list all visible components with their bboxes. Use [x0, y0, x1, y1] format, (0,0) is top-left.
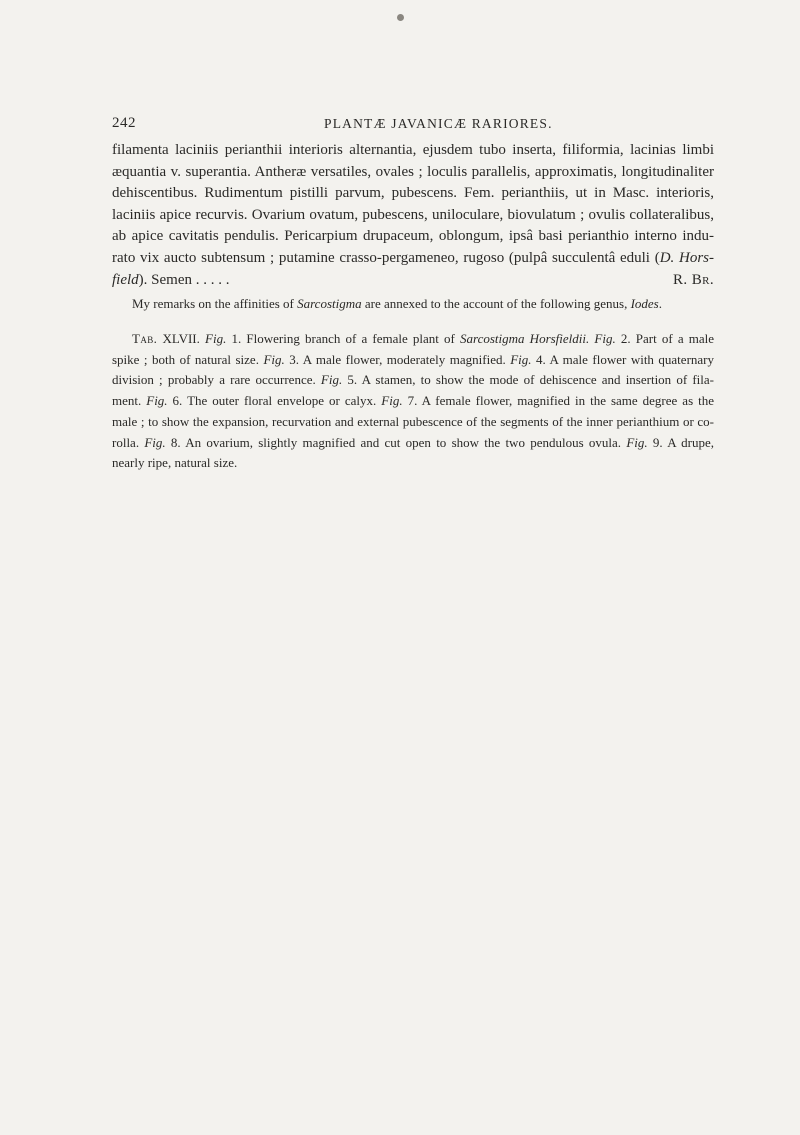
- text-line-last: field). Semen . . . . . R. Br.: [112, 270, 714, 292]
- plate-line: division ; probably a rare occurrence. Fig. 5. A stamen, to show the mode of dehiscence and insertion of fila-: [112, 372, 714, 388]
- genus-name: Iodes: [630, 296, 659, 311]
- text-line: laciniis apice recurvis. Ovarium ovatum, pubescens, uniloculare, biovulatum ; ovulis collateralibus,: [112, 206, 714, 223]
- text-line: æquantia v. superantia. Antheræ versatiles, ovales ; loculis parallelis, approximatis, longitudinaliter: [112, 163, 714, 180]
- text-line: rato vix aucto subtensum ; putamine crasso-pergameneo, rugoso (pulpâ succulentâ eduli (D. Hors-: [112, 249, 714, 266]
- text-line: filamenta laciniis perianthii interioris alternantia, ejusdem tubo inserta, filiformia, lacinias limbi: [112, 142, 714, 158]
- plate-number: XLVII.: [162, 331, 200, 346]
- latin-description: [112, 140, 714, 291]
- author-signature: R. Br.: [673, 271, 714, 288]
- ink-speck-top: [397, 14, 404, 21]
- plate-line: ment. Fig. 6. The outer floral envelope or calyx. Fig. 7. A female flower, magnified in the same degree as the: [112, 393, 715, 409]
- text-line: ab apice cavitatis pendulis. Pericarpium drupaceum, oblongum, ipsâ basi perianthio interno indu-: [112, 228, 714, 245]
- author-abbrev-cont: field: [112, 271, 139, 288]
- plate-line-last: nearly ripe, natural size.: [112, 455, 238, 471]
- text-line: dehiscentibus. Rudimentum pistilli parvum, pubescens. Fem. perianthiis, ut in Masc. interioris,: [112, 185, 714, 202]
- page-header: [112, 115, 712, 137]
- page-number: 242: [112, 115, 136, 131]
- plate-explanation: [112, 329, 714, 474]
- author-abbrev: D. Hors-: [659, 249, 714, 266]
- genus-name: Sarcostigma: [297, 296, 362, 311]
- plate-line: male ; to show the expansion, recurvation and external pubescence of the segments of the inner perianthium or co-: [112, 413, 714, 429]
- running-title: PLANTÆ JAVANICÆ RARIORES.: [324, 116, 553, 131]
- plate-line: spike ; both of natural size. Fig. 3. A male flower, moderately magnified. Fig. 4. A male flower with quaternary: [112, 351, 714, 367]
- plate-line: rolla. Fig. 8. An ovarium, slightly magnified and cut open to show the two pendulous ovula. Fig. 9. A drupe,: [112, 434, 714, 450]
- plate-line: Tab. XLVII. Fig. 1. Flowering branch of a female plant of Sarcostigma Horsfieldii. Fig. 2. Part of a male: [132, 331, 715, 346]
- tab-label: Tab.: [132, 331, 158, 346]
- species-name: Sarcostigma Horsfieldii.: [460, 331, 590, 346]
- remarks-paragraph: My remarks on the affinities of Sarcostigma are annexed to the account of the following genus, Iodes.: [132, 296, 662, 311]
